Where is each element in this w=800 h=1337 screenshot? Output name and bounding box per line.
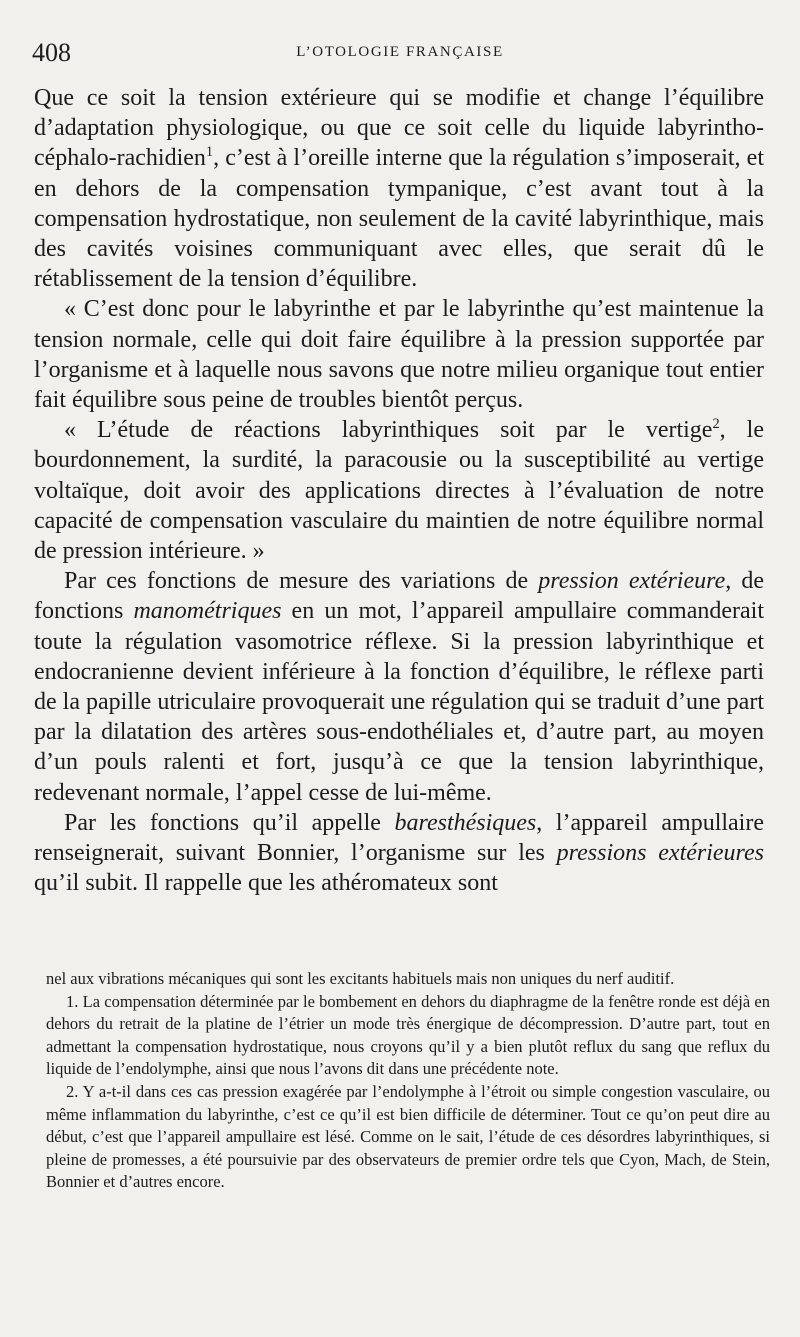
footnotes	[46, 968, 770, 1194]
text-run: en un mot, l’appareil ampullaire commanderait toute la régulation vasomotrice réflexe. Si la pression labyrinthique et endocranienne devient inférieure à la fonction d’équilibre, le réflexe parti de la papille utriculaire provoquerait une régulation qui se traduit d’une part par la dilatation des artères sous-endothéliales et, d’autre part, au moyen d’un pouls ralenti et fort, jusqu’à ce que la tension labyrinthique, redevenant normale, l’appel cesse de lui-même.	[34, 598, 765, 806]
page-header	[32, 38, 768, 70]
text-run: « C’est donc pour le labyrinthe et par le labyrinthe qu’est maintenue la tension normale, celle qui doit faire équilibre à la pression supportée par l’organisme et à laquelle nous savons que notre milieu organique tout entier fait équilibre sous peine de troubles bientôt perçus.	[34, 296, 764, 414]
footnote: 2. Y a-t-il dans ces cas pression exagérée par l’endolymphe à l’étroit ou simple congestion vasculaire, ou même inflammation du labyrinthe, c’est ce qu’il est bien difficile de déterminer. Tout ce qu’on peut dire au début, c’est que l’appareil ampullaire est lésé. Comme on le sait, l’étude de ces désordres labyrinthiques, si pleine de promesses, a été poursuivie par des observateurs de premier ordre tels que Cyon, Mach, de Stein, Bonnier et d’autres encore.	[46, 1081, 770, 1192]
footnote-ref: 2	[712, 416, 720, 433]
text-run: Par ces fonctions de mesure des variations de	[64, 568, 539, 595]
text-run: , c’est à l’oreille interne que la régulation s’imposerait, et en dehors de la compensation tympanique, c’est avant tout à la compensation hydrostatique, non seulement de la cavité labyrinthique, mais des cavités voisines communiquant avec elles, que serait dû le rétablissement de la tension d’équilibre.	[34, 145, 764, 293]
italic-term: baresthésiques	[394, 809, 537, 836]
text-run: Par les fonctions qu’il appelle	[64, 809, 395, 836]
text-run: Que ce soit la tension extérieure qui se modifie et change l’équilibre d’adaptation physiologique, ou que ce soit celle du liquide labyrintho-céphalo-rachidien	[34, 85, 764, 172]
italic-term: pression extérieure	[538, 568, 726, 595]
body-paragraph	[34, 808, 764, 899]
text-run: , le bourdonnement, la surdité, la paracousie ou la susceptibilité au vertige voltaïque, doit avoir des applications directes à l’évaluation de notre capacité de compensation vasculaire du maintien de notre équilibre normal de pression intérieure. »	[34, 417, 764, 565]
italic-term: pressions extérieures	[556, 840, 764, 867]
body-paragraph	[34, 566, 764, 808]
footnote: nel aux vibrations mécaniques qui sont les excitants habituels mais non uniques du nerf auditif.	[46, 969, 675, 988]
page-number: 408	[32, 38, 71, 67]
text-run: qu’il subit. Il rappelle que les athéromateux sont	[34, 870, 498, 897]
footnote-ref: 1	[205, 144, 214, 161]
main-text	[34, 83, 764, 898]
running-title: L’OTOLOGIE FRANÇAISE	[296, 44, 504, 60]
text-run: , l’appareil ampullaire renseignerait, suivant Bonnier, l’organisme sur les	[34, 809, 764, 867]
text-run: « L’étude de réactions labyrinthiques soit par le vertige	[64, 417, 713, 444]
footnote: 1. La compensation déterminée par le bombement en dehors du diaphragme de la fenêtre ronde est déjà en dehors du retrait de la platine de l’étrier un mode très énergique de décompression. D’autre part, tout en admettant la compensation hydrostatique, nous croyons qu’il y a bien plutôt reflux du sang que reflux du liquide de l’endolymphe, ainsi que nous l’avons dit dans une précédente note.	[46, 991, 770, 1079]
text-run: , de fonctions	[34, 568, 765, 625]
body-paragraph	[34, 415, 764, 566]
body-paragraph	[34, 294, 764, 415]
body-paragraph	[34, 83, 764, 294]
italic-term: manométriques	[133, 598, 282, 625]
